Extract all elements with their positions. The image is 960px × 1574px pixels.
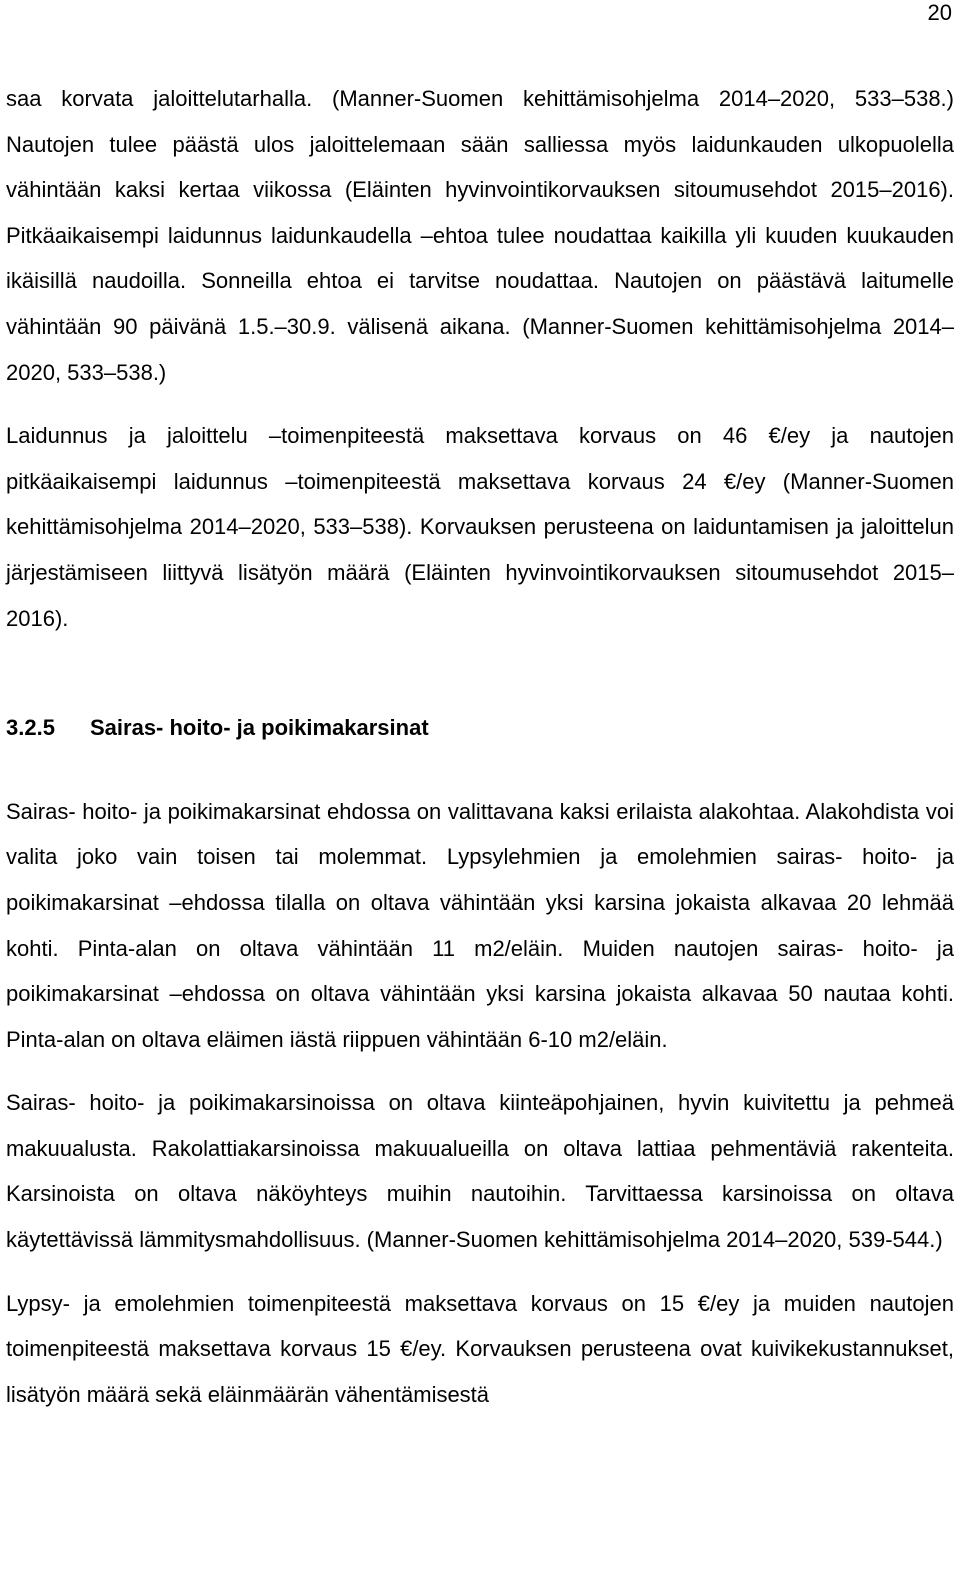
paragraph-spacer [6, 1062, 954, 1080]
body-paragraph: Lypsy- ja emolehmien toimenpiteestä maksettava korvaus on 15 €/ey ja muiden nautojen toimenpiteestä maksettava korvaus 15 €/ey. Korvauksen perusteena ovat kuivikekustannukset, lisätyön määrä sekä eläinmäärän vähentämisestä [6, 1290, 954, 1407]
paragraph-spacer [6, 1263, 954, 1281]
body-paragraph: Sairas- hoito- ja poikimakarsinat ehdossa on valittavana kaksi erilaista alakohtaa. Alakohdista voi valita joko vain toisen tai molemmat. Lypsylehmien ja emolehmien sairas- hoito- ja poikimakarsinat –ehdossa tilalla on oltava vähintään yksi karsina jokaista alkavaa 20 lehmää kohti. Pinta-alan on oltava vähintään 11 m2/eläin. Muiden nautojen sairas- hoito- ja poikimakarsinat –ehdossa on oltava vähintään yksi karsina jokaista alkavaa 50 nautaa kohti. Pinta-alan on oltava eläimen iästä riippuen vähintään 6-10 m2/eläin. [6, 798, 954, 1052]
section-spacer [6, 641, 954, 705]
section-heading [6, 705, 954, 751]
page-number: 20 [927, 0, 952, 25]
body-paragraph: Laidunnus ja jaloittelu –toimenpiteestä maksettava korvaus on 46 €/ey ja nautojen pitkäaikaisempi laidunnus –toimenpiteestä maksettava korvaus 24 €/ey (Manner-Suomen kehittämisohjelma 2014–2020, 533–538). Korvauksen perusteena on laiduntamisen ja jaloittelun järjestämiseen liittyvä lisätyön määrä (Eläinten hyvinvointikorvauksen sitoumusehdot 2015–2016). [6, 423, 954, 631]
paragraph-spacer [6, 395, 954, 413]
section-title: Sairas- hoito- ja poikimakarsinat [90, 715, 429, 741]
heading-spacer [6, 751, 954, 789]
body-paragraph: Sairas- hoito- ja poikimakarsinoissa on oltava kiinteäpohjainen, hyvin kuivitettu ja pehmeä makuualusta. Rakolattiakarsinoissa makuualueilla on oltava lattiaa pehmentäviä rakenteita. Karsinoista on oltava näköyhteys muihin nautoihin. Tarvittaessa karsinoissa on oltava käytettävissä lämmitysmahdollisuus. (Manner-Suomen kehittämisohjelma 2014–2020, 539-544.) [6, 1090, 954, 1253]
document-body [6, 76, 954, 1417]
body-paragraph: saa korvata jaloittelutarhalla. (Manner-Suomen kehittämisohjelma 2014–2020, 533–538.) Nautojen tulee päästä ulos jaloittelemaan sään salliessa myös laidunkauden ulkopuolella vähintään kaksi kertaa viikossa (Eläinten hyvinvointikorvauksen sitoumusehdot 2015–2016). Pitkäaikaisempi laidunnus laidunkaudella –ehtoa tulee noudattaa kaikilla yli kuuden kuukauden ikäisillä naudoilla. Sonneilla ehtoa ei tarvitse noudattaa. Nautojen on päästävä laitumelle vähintään 90 päivänä 1.5.–30.9. välisenä aikana. (Manner-Suomen kehittämisohjelma 2014–2020, 533–538.) [6, 86, 954, 385]
section-number: 3.2.5 [6, 715, 55, 741]
